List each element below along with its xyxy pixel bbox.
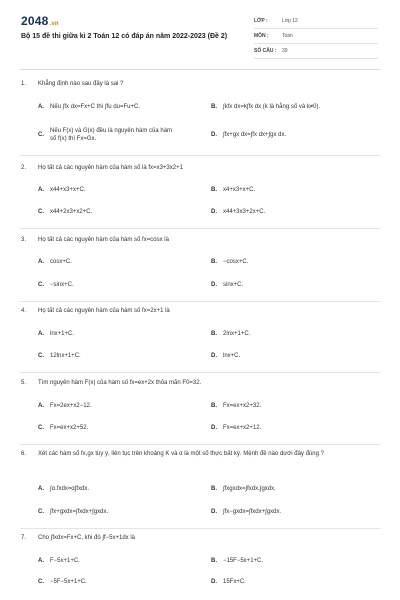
option-text: ∫fx−gxdx=∫fxdx+∫gxdx. [223, 509, 282, 515]
question-text: Cho ∫fxdx=Fx+C, khi đó ∫f−5x+1dx là [38, 535, 136, 541]
option-text: Fx=2ex+x2−12. [50, 403, 92, 409]
option-d[interactable] [211, 131, 383, 139]
option-letter: A. [38, 403, 44, 409]
option-text: −5F−5x+1+C. [50, 579, 87, 585]
option-letter: B. [211, 187, 217, 193]
option-letter: B. [211, 104, 217, 110]
question-6 [21, 450, 379, 459]
option-text: x44+2x3+x2+C. [50, 209, 93, 215]
option-a[interactable] [38, 557, 80, 565]
question-2 [21, 164, 379, 173]
option-text: 12lnx+1+C. [50, 353, 81, 359]
option-letter: C. [38, 282, 44, 288]
option-letter: B. [211, 486, 217, 492]
meta-row-class [254, 14, 378, 29]
option-c[interactable] [38, 424, 88, 432]
option-d[interactable] [211, 424, 261, 432]
header-divider [20, 69, 380, 70]
option-a[interactable] [38, 103, 203, 111]
option-letter: A. [38, 187, 44, 193]
option-letter: C. [38, 353, 44, 359]
option-d[interactable] [211, 508, 281, 516]
option-text: 2lnx+1+C. [223, 331, 251, 337]
question-7 [21, 534, 379, 543]
option-text: x44+x3+x+C. [50, 187, 86, 193]
option-text: ∫α.fxdx=α∫fxdx. [50, 486, 90, 492]
option-a[interactable] [38, 330, 74, 338]
option-a[interactable] [38, 186, 86, 194]
option-letter: A. [38, 331, 44, 337]
question-text: Khẳng định nào sau đây là sai ? [38, 81, 124, 87]
option-c[interactable] [38, 208, 92, 216]
option-text: Nếu ∫fx dx=Fx+C thì ∫fu du=Fu+C. [50, 104, 140, 110]
option-text: Fx=ex+x2+12. [223, 425, 262, 431]
option-d[interactable] [211, 281, 243, 289]
meta-value: Toán [282, 33, 293, 39]
question-number: 3. [21, 237, 27, 243]
document-title: Bộ 15 đề thi giữa kì 2 Toán 12 có đáp án năm 2022-2023 (Đề 2) [21, 33, 228, 40]
option-letter: A. [38, 558, 44, 564]
option-text: −cosx+C. [223, 259, 249, 265]
option-a[interactable] [38, 258, 72, 266]
option-text: F−5x+1+C. [50, 558, 80, 564]
option-text: ∫fxgxdx=∫fxdx.∫gxdx. [223, 486, 276, 492]
option-text: −15F−5x+1+C. [223, 558, 264, 564]
meta-key: SỐ CÂU : [254, 48, 277, 54]
option-d[interactable] [211, 208, 265, 216]
option-b[interactable] [211, 186, 255, 194]
option-b[interactable] [211, 402, 261, 410]
option-text: lnx+1+C. [50, 331, 75, 337]
option-d[interactable] [211, 352, 240, 360]
option-text: cosx+C. [50, 259, 72, 265]
option-letter: B. [211, 403, 217, 409]
option-b[interactable] [211, 103, 383, 111]
option-text: Fx=ex+x2+32. [223, 403, 262, 409]
question-number: 7. [21, 535, 27, 541]
question-number: 4. [21, 308, 27, 314]
question-1 [21, 80, 379, 89]
option-a[interactable] [38, 485, 89, 493]
logo-text: 2048 [21, 14, 49, 28]
option-letter: D. [211, 353, 217, 359]
page-header [0, 0, 400, 72]
option-a[interactable] [38, 402, 92, 410]
option-letter: D. [211, 132, 217, 138]
exam-meta-table [254, 14, 378, 59]
option-b[interactable] [211, 330, 250, 338]
option-text: 15Fx+C. [223, 579, 246, 585]
logo-suffix: .vn [49, 21, 59, 27]
option-letter: A. [38, 259, 44, 265]
option-d[interactable] [211, 578, 246, 586]
question-divider [20, 528, 380, 529]
meta-row-count [254, 44, 378, 59]
question-text: Họ tất cả các nguyên hàm của hàm số fx=cosx là [38, 237, 169, 243]
question-number: 5. [21, 380, 27, 386]
question-text: Họ tất cả các nguyên hàm của hàm số là fx=x3+3x2+1 [38, 165, 183, 171]
option-text: Nếu F(x) và G(x) đều là nguyên hàm của hàm số f(x) thì Fx=Gx. [50, 128, 173, 142]
option-b[interactable] [211, 258, 248, 266]
question-3 [21, 236, 379, 245]
question-divider [20, 444, 380, 445]
option-letter: D. [211, 209, 217, 215]
question-divider [20, 372, 380, 373]
option-letter: B. [211, 259, 217, 265]
meta-row-subject [254, 29, 378, 44]
option-text: x44+3x3+2x+C. [223, 209, 266, 215]
question-number: 6. [21, 451, 27, 457]
option-letter: D. [211, 282, 217, 288]
option-letter: D. [211, 509, 217, 515]
option-letter: A. [38, 486, 44, 492]
option-letter: D. [211, 579, 217, 585]
option-c[interactable] [38, 127, 203, 143]
option-b[interactable] [211, 485, 276, 493]
meta-key: MÔN : [254, 33, 269, 39]
option-letter: C. [38, 425, 44, 431]
option-c[interactable] [38, 281, 74, 289]
question-divider [20, 155, 380, 156]
meta-key: LỚP : [254, 18, 268, 24]
option-letter: C. [38, 132, 44, 138]
meta-value: 39 [282, 48, 288, 54]
option-c[interactable] [38, 578, 87, 586]
question-number: 1. [21, 81, 27, 87]
option-letter: C. [38, 579, 44, 585]
option-c[interactable] [38, 508, 108, 516]
option-letter: C. [38, 209, 44, 215]
option-b[interactable] [211, 557, 263, 565]
option-text: Fx=ex+x2+52. [50, 425, 89, 431]
question-5 [21, 379, 379, 388]
question-divider [20, 228, 380, 229]
option-text: −sinx+C. [50, 282, 74, 288]
question-text: Họ tất cả các nguyên hàm của hàm số fx=2x+1 là [38, 308, 170, 314]
option-letter: B. [211, 331, 217, 337]
option-c[interactable] [38, 352, 81, 360]
option-text: ∫fx+gxdx=∫fxdx+∫gxdx. [50, 509, 109, 515]
option-text: x4+x3+x+C. [223, 187, 256, 193]
question-text: Tìm nguyên hàm F(x) của hàm số fx=ex+2x thỏa mãn F0=32. [38, 380, 202, 386]
option-letter: D. [211, 425, 217, 431]
option-letter: A. [38, 104, 44, 110]
option-text: ∫kfx dx=k∫fx dx (k là hằng số và k≠0). [223, 104, 321, 110]
site-logo[interactable] [21, 14, 59, 28]
option-text: ∫fx+gx dx=∫fx dx+∫gx dx. [223, 132, 287, 138]
question-4 [21, 307, 379, 316]
option-text: lnx+C. [223, 353, 241, 359]
question-number: 2. [21, 165, 27, 171]
meta-value: Lớp 12 [282, 18, 298, 24]
option-letter: C. [38, 509, 44, 515]
question-text: Xét các hàm số fx,gx tùy ý, liên tục trên khoảng K và α là một số thực bất kỳ. Mệnh đề nào dưới đây đúng ? [38, 451, 324, 457]
question-divider [20, 301, 380, 302]
option-text: sinx+C. [223, 282, 244, 288]
option-letter: B. [211, 558, 217, 564]
